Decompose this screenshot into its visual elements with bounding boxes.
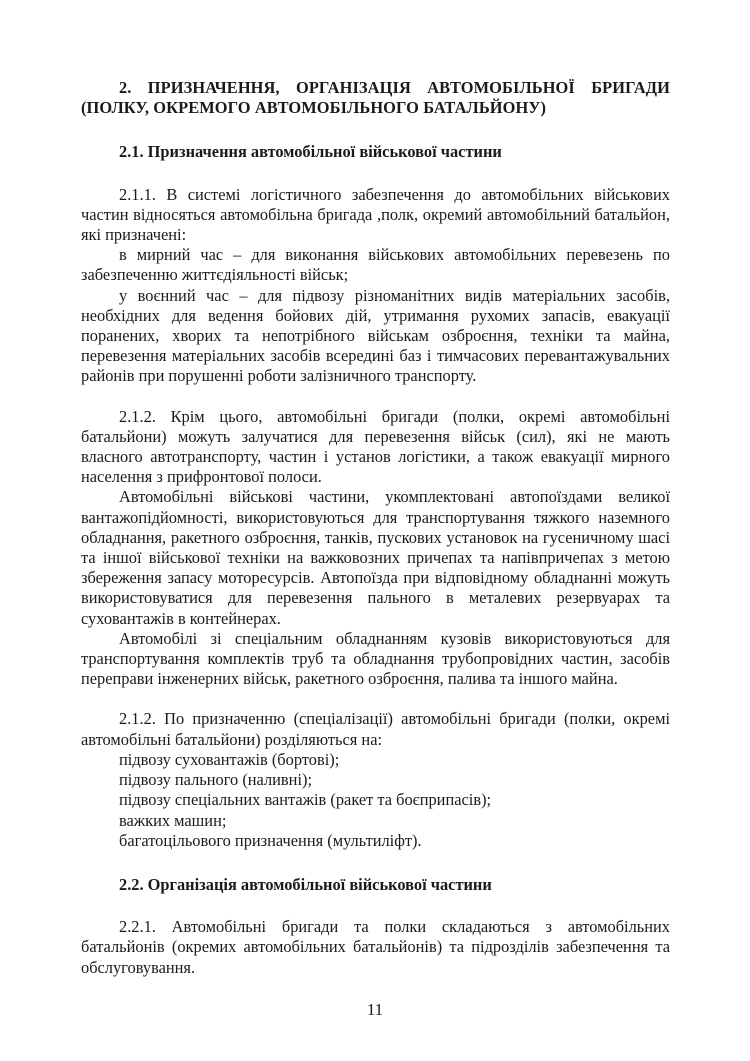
paragraph-2-2-1: 2.2.1. Автомобільні бригади та полки складаються з автомобільних батальйонів (окремих автомобільних батальйонів) та підрозділів забезпечення та обслуговування. <box>81 917 670 977</box>
paragraph-2-1-2-b: 2.1.2. По призначенню (спеціалізації) автомобільні бригади (полки, окремі автомобільні батальйони) розділяються на: <box>81 709 670 749</box>
chapter-heading-line-2: (ПОЛКУ, ОКРЕМОГО АВТОМОБІЛЬНОГО БАТАЛЬЙОНУ) <box>81 98 547 118</box>
list-item: підвозу спеціальних вантажів (ракет та боєприпасів); <box>119 790 492 810</box>
list-item: важких машин; <box>119 810 227 830</box>
chapter-heading-line-1: 2. ПРИЗНАЧЕННЯ, ОРГАНІЗАЦІЯ АВТОМОБІЛЬНОЇ БРИГАДИ <box>119 78 670 97</box>
list-item: підвозу суховантажів (бортові); <box>119 749 340 769</box>
list-item: багатоцільового призначення (мультиліфт). <box>119 830 422 850</box>
section-2-1-title: 2.1. Призначення автомобільної військової частини <box>119 142 502 162</box>
paragraph-heavy-transport: Автомобільні військові частини, укомплектовані автопоїздами великої вантажопідйомності, використовуються для транспортування тяжкого наземного обладнання, ракетного озброєння, танків, пускових установок на гусеничному шасі та іншої військової техніки на важковозних причепах та напівпричепах з метою збереження запасу моторесурсів. Автопоїзда при відповідному обладнанні можуть використовуватися для перевезення пального в металевих резервуарах та суховантажів в контейнерах. <box>81 487 670 628</box>
spacer <box>81 689 670 709</box>
paragraph-2-1-1: 2.1.1. В системі логістичного забезпечення до автомобільних військових частин відносяться автомобільна бригада ,полк, окремий автомобільний батальйон, які призначені: <box>81 184 670 245</box>
section-2-2-title: 2.2. Організація автомобільної військової частини <box>119 874 492 894</box>
page-number: 11 <box>366 1000 384 1019</box>
paragraph-wartime: у воєнний час – для підвозу різноманітних видів матеріальних засобів, необхідних для ведення бойових дій, утримання рухомих запасів, евакуації поранених, хворих та непотрібного військам озброєння, техніки та майна, перевезення матеріальних засобів всередині баз і тимчасових перевантажувальних районів при порушенні роботи залізничного транспорту. <box>81 285 670 386</box>
paragraph-special-bodies: Автомобілі зі спеціальним обладнанням кузовів використовуються для транспортування комплектів труб та обладнання трубопровідних частин, засобів переправи інженерних військ, ракетного озброєння, палива та іншого майна. <box>81 628 670 689</box>
list-item: підвозу пального (наливні); <box>119 770 313 790</box>
paragraph-2-1-2-a: 2.1.2. Крім цього, автомобільні бригади (полки, окремі автомобільні батальйони) можуть залучатися для перевезення військ (сил), які не мають власного автотранспорту, частин і установ логістики, а також евакуації мирного населення з прифронтової полоси. <box>81 406 670 487</box>
spacer <box>81 387 670 407</box>
chapter-heading <box>81 78 670 118</box>
page-content <box>81 78 670 978</box>
paragraph-peacetime: в мирний час – для виконання військових автомобільних перевезень по забезпеченню життєдіяльності військ; <box>81 245 670 285</box>
